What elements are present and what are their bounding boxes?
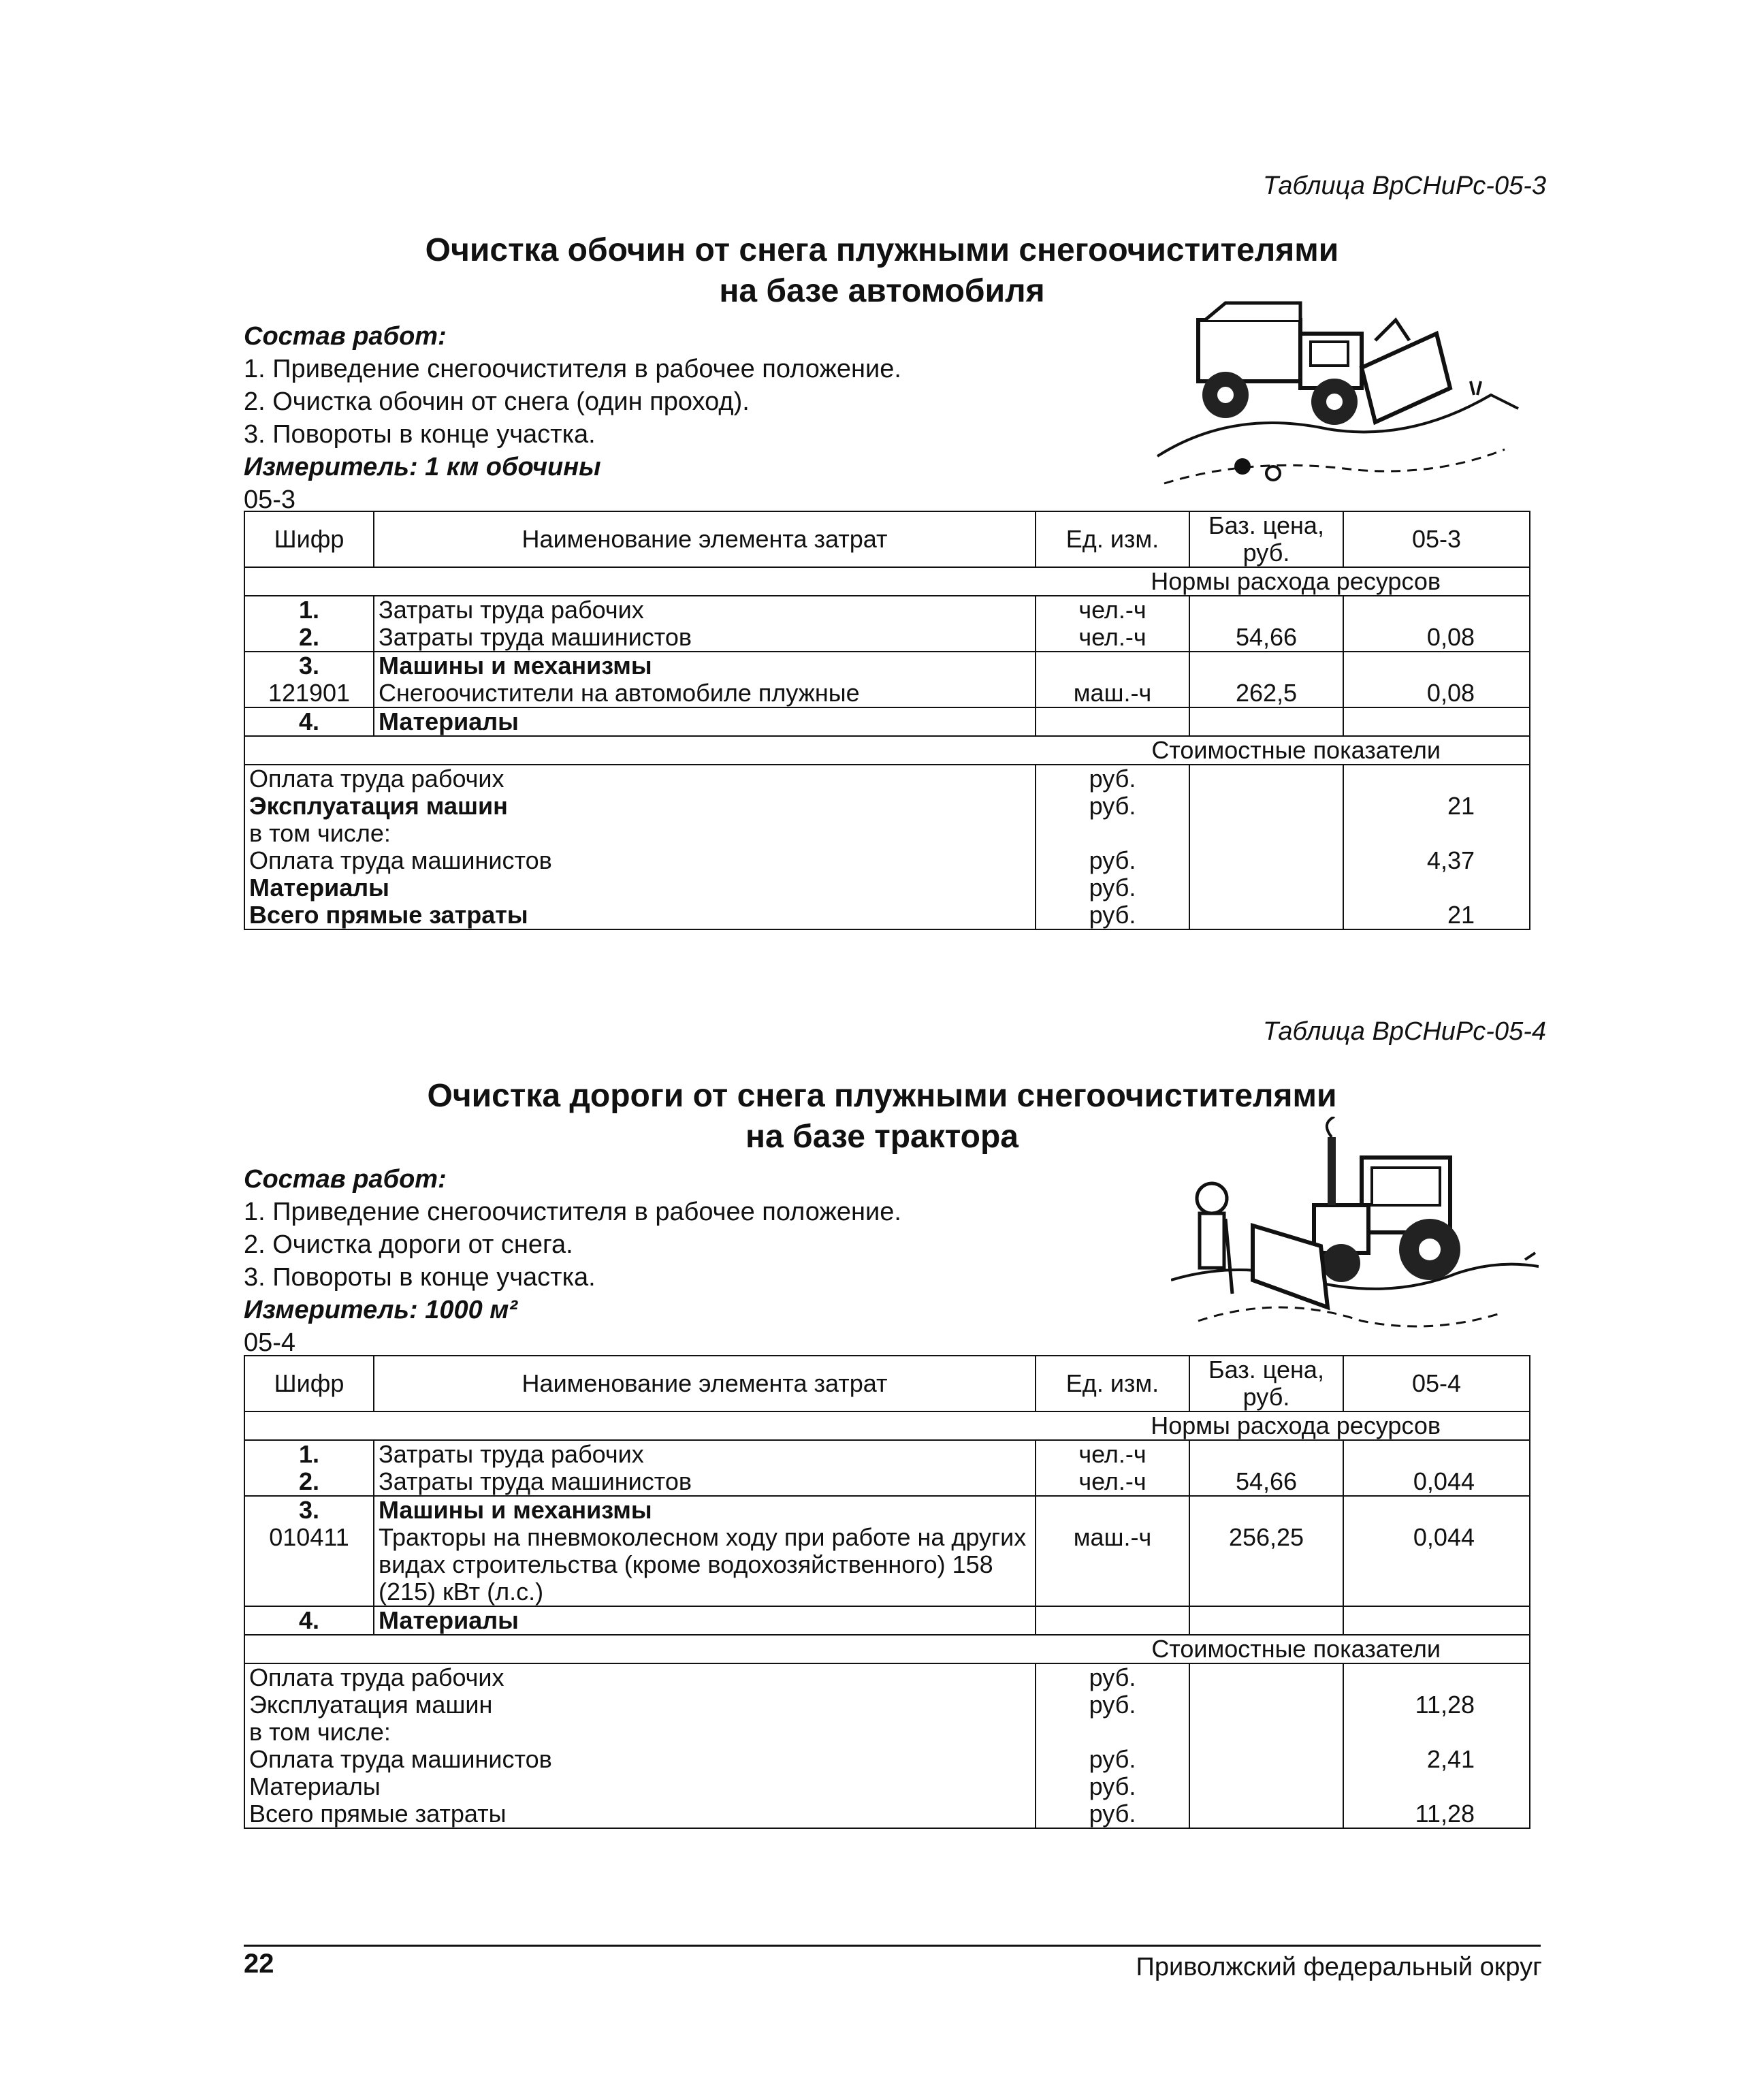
- row-value: [1343, 1496, 1530, 1524]
- row-value: [1343, 707, 1530, 736]
- cost-unit: [1036, 820, 1189, 847]
- footer-rule: [244, 1945, 1541, 1947]
- row-name: Машины и механизмы: [374, 1496, 1036, 1524]
- column-header: Ед. изм.: [1036, 1356, 1189, 1411]
- row-unit: [1036, 1606, 1189, 1635]
- cost-unit: руб.: [1036, 902, 1189, 929]
- table-label: Таблица ВрСНиРс-05-4: [1262, 1017, 1546, 1046]
- norms-table: [244, 511, 1530, 930]
- cost-unit: руб.: [1036, 1746, 1189, 1773]
- cost-name: Материалы: [244, 1773, 1036, 1800]
- row-unit: маш.-ч: [1036, 1524, 1189, 1606]
- work-step: 1. Приведение снегоочистителя в рабочее положение.: [244, 1198, 901, 1226]
- cost-unit: руб.: [1036, 1773, 1189, 1800]
- cost-name: Оплата труда рабочих: [244, 765, 1036, 793]
- row-price: [1189, 596, 1343, 624]
- row-code: 4.: [244, 1606, 374, 1635]
- cost-section-title: Стоимостные показатели: [244, 736, 1530, 765]
- cost-name: Материалы: [244, 874, 1036, 902]
- cost-unit: руб.: [1036, 765, 1189, 793]
- norm-code: 05-3: [244, 485, 296, 514]
- cost-name: Эксплуатация машин: [244, 793, 1036, 820]
- measure-unit: Измеритель: 1 км обочины: [244, 453, 601, 481]
- cost-value: 21: [1343, 793, 1530, 820]
- cost-unit: руб.: [1036, 1691, 1189, 1719]
- row-value: 0,08: [1343, 680, 1530, 707]
- row-unit: маш.-ч: [1036, 680, 1189, 707]
- cost-name: Эксплуатация машин: [244, 1691, 1036, 1719]
- row-value: [1343, 596, 1530, 624]
- row-value: 0,044: [1343, 1524, 1530, 1606]
- row-code: 3.: [244, 652, 374, 680]
- cost-unit: руб.: [1036, 847, 1189, 874]
- row-code: 1.: [244, 1440, 374, 1468]
- row-price: 262,5: [1189, 680, 1343, 707]
- norms-section-title: Нормы расхода ресурсов: [244, 1411, 1530, 1440]
- column-header: Баз. цена, руб.: [1189, 1356, 1343, 1411]
- row-value: 0,044: [1343, 1468, 1530, 1496]
- cost-value: [1343, 1719, 1530, 1746]
- row-name: Затраты труда рабочих: [374, 1440, 1036, 1468]
- section-title-line2: на базе автомобиля: [719, 273, 1045, 309]
- row-price: [1189, 1496, 1343, 1524]
- row-name: Снегоочистители на автомобиле плужные: [374, 680, 1036, 707]
- work-step: 1. Приведение снегоочистителя в рабочее положение.: [244, 355, 901, 383]
- work-composition-heading: Состав работ:: [244, 1165, 447, 1194]
- cost-unit: [1036, 1719, 1189, 1746]
- row-code: 4.: [244, 707, 374, 736]
- section-title: Очистка дороги от снега плужными снегоочистителями: [427, 1078, 1337, 1114]
- row-name: Затраты труда машинистов: [374, 624, 1036, 652]
- row-code: 3.: [244, 1496, 374, 1524]
- snowplow-truck-illustration: [1151, 293, 1532, 497]
- row-code: 2.: [244, 624, 374, 652]
- row-name: Материалы: [374, 1606, 1036, 1635]
- column-header: Наименование элемента затрат: [374, 511, 1036, 567]
- work-step: 2. Очистка дороги от снега.: [244, 1230, 573, 1259]
- row-name: Тракторы на пневмоколесном ходу при работе на других видах строительства (кроме водохозяйственного) 158 (215) кВт (л.с.): [374, 1524, 1036, 1606]
- row-name: Материалы: [374, 707, 1036, 736]
- footer-region: Приволжский федеральный округ: [1136, 1953, 1542, 1981]
- row-value: [1343, 1606, 1530, 1635]
- column-header: Наименование элемента затрат: [374, 1356, 1036, 1411]
- cost-value: [1343, 1773, 1530, 1800]
- row-name: Затраты труда машинистов: [374, 1468, 1036, 1496]
- row-price: [1189, 1440, 1343, 1468]
- cost-name: Оплата труда рабочих: [244, 1663, 1036, 1691]
- row-code: 121901: [244, 680, 374, 707]
- row-unit: чел.-ч: [1036, 1468, 1189, 1496]
- row-value: [1343, 652, 1530, 680]
- row-code: 2.: [244, 1468, 374, 1496]
- cost-unit: руб.: [1036, 793, 1189, 820]
- row-price: 54,66: [1189, 624, 1343, 652]
- cost-value: 11,28: [1343, 1800, 1530, 1828]
- row-value: [1343, 1440, 1530, 1468]
- row-code: 1.: [244, 596, 374, 624]
- cost-value: 4,37: [1343, 847, 1530, 874]
- row-code: 010411: [244, 1524, 374, 1606]
- work-step: 3. Повороты в конце участка.: [244, 1263, 596, 1292]
- work-composition-heading: Состав работ:: [244, 322, 447, 351]
- cost-value: 21: [1343, 902, 1530, 929]
- cost-name: Всего прямые затраты: [244, 902, 1036, 929]
- row-unit: [1036, 1496, 1189, 1524]
- cost-value: [1343, 820, 1530, 847]
- row-name: Затраты труда рабочих: [374, 596, 1036, 624]
- row-unit: чел.-ч: [1036, 596, 1189, 624]
- column-header: Шифр: [244, 1356, 374, 1411]
- row-unit: [1036, 652, 1189, 680]
- cost-name: Оплата труда машинистов: [244, 847, 1036, 874]
- cost-unit: руб.: [1036, 1800, 1189, 1828]
- cost-value: [1343, 765, 1530, 793]
- row-price: 256,25: [1189, 1524, 1343, 1606]
- row-price: [1189, 1606, 1343, 1635]
- section-title-line2: на базе трактора: [745, 1119, 1019, 1155]
- cost-name: Всего прямые затраты: [244, 1800, 1036, 1828]
- row-name: Машины и механизмы: [374, 652, 1036, 680]
- work-step: 3. Повороты в конце участка.: [244, 420, 596, 449]
- column-header: 05-4: [1343, 1356, 1530, 1411]
- cost-unit: руб.: [1036, 874, 1189, 902]
- page-number: 22: [244, 1949, 274, 1979]
- column-header: Баз. цена, руб.: [1189, 511, 1343, 567]
- norms-section-title: Нормы расхода ресурсов: [244, 567, 1530, 596]
- section-title: Очистка обочин от снега плужными снегоочистителями: [425, 232, 1339, 268]
- cost-value: 11,28: [1343, 1691, 1530, 1719]
- row-unit: чел.-ч: [1036, 624, 1189, 652]
- cost-value: [1343, 1663, 1530, 1691]
- cost-section-title: Стоимостные показатели: [244, 1635, 1530, 1663]
- norm-code: 05-4: [244, 1328, 296, 1357]
- cost-name: в том числе:: [244, 1719, 1036, 1746]
- work-step: 2. Очистка обочин от снега (один проход).: [244, 387, 750, 416]
- cost-name: Оплата труда машинистов: [244, 1746, 1036, 1773]
- norms-table: [244, 1355, 1530, 1829]
- column-header: Шифр: [244, 511, 374, 567]
- cost-value: [1343, 874, 1530, 902]
- row-value: 0,08: [1343, 624, 1530, 652]
- measure-unit: Измеритель: 1000 м²: [244, 1296, 518, 1324]
- cost-name: в том числе:: [244, 820, 1036, 847]
- snowplow-tractor-illustration: [1171, 1117, 1539, 1348]
- row-unit: чел.-ч: [1036, 1440, 1189, 1468]
- row-price: [1189, 652, 1343, 680]
- row-price: 54,66: [1189, 1468, 1343, 1496]
- row-unit: [1036, 707, 1189, 736]
- column-header: 05-3: [1343, 511, 1530, 567]
- table-label: Таблица ВрСНиРс-05-3: [1262, 172, 1546, 200]
- cost-value: 2,41: [1343, 1746, 1530, 1773]
- column-header: Ед. изм.: [1036, 511, 1189, 567]
- cost-unit: руб.: [1036, 1663, 1189, 1691]
- row-price: [1189, 707, 1343, 736]
